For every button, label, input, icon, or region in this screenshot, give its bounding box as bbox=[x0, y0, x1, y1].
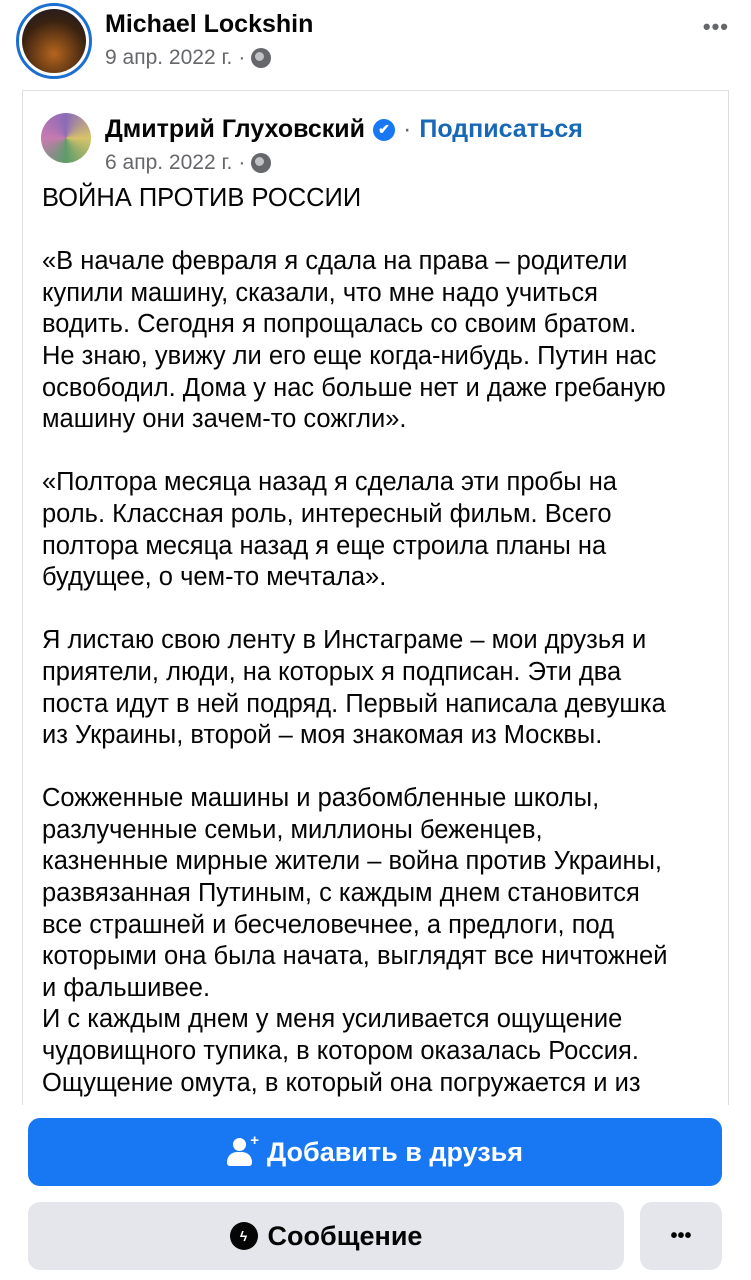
text-line: водить. Сегодня я попрощалась со своим братом. bbox=[42, 310, 637, 339]
text-line: машину они зачем-то сожгли». bbox=[42, 405, 407, 434]
text-line: приятели, люди, на которых я подписан. Эти два bbox=[42, 657, 622, 686]
text-line: и фальшивее. bbox=[42, 973, 211, 1002]
text-line: роль. Классная роль, интересный фильм. Всего bbox=[42, 499, 612, 528]
message-label: Сообщение bbox=[267, 1220, 423, 1251]
separator: · bbox=[403, 115, 412, 143]
add-friend-button[interactable] bbox=[28, 1118, 722, 1186]
shared-post-text bbox=[42, 183, 667, 1105]
separator: · bbox=[238, 151, 246, 174]
globe-icon bbox=[251, 48, 271, 68]
text-line: купили машину, сказали, что мне надо учиться bbox=[42, 278, 598, 307]
text-line: казненные мирные жители – война против Украины, bbox=[42, 847, 662, 876]
text-line: «Полтора месяца назад я сделала эти пробы на bbox=[42, 468, 617, 497]
post-more-icon[interactable]: ••• bbox=[702, 14, 729, 39]
post-date[interactable]: 9 апр. 2022 г. bbox=[105, 46, 233, 69]
more-options-button[interactable]: ••• bbox=[640, 1202, 722, 1270]
text-line: Не знаю, увижу ли его еще когда-нибудь. Путин нас bbox=[42, 341, 657, 370]
text-line: которыми она была начата, выглядят все ничтожней bbox=[42, 942, 668, 971]
add-friend-label: Добавить в друзья bbox=[266, 1136, 524, 1167]
globe-icon bbox=[251, 153, 271, 173]
text-line: поста идут в ней подряд. Первый написала девушка bbox=[42, 689, 666, 718]
text-line: полтора месяца назад я еще строила планы на bbox=[42, 531, 607, 560]
post-title: ВОЙНА ПРОТИВ РОССИИ bbox=[42, 184, 362, 212]
paragraph bbox=[42, 625, 667, 751]
messenger-icon: ϟ bbox=[230, 1222, 258, 1250]
text-line: освободил. Дома у нас больше нет и даже гребаную bbox=[42, 373, 666, 402]
text-line: чудовищного тупика, в котором оказалась Россия. bbox=[42, 1037, 639, 1066]
message-button[interactable] bbox=[28, 1202, 624, 1270]
add-person-icon: + bbox=[227, 1138, 257, 1166]
shared-meta bbox=[105, 151, 271, 175]
paragraph bbox=[42, 783, 667, 1099]
shared-author-name[interactable]: Дмитрий Глуховский bbox=[105, 115, 366, 143]
text-line: Сожженные машины и разбомбленные школы, bbox=[42, 784, 600, 813]
post-meta bbox=[105, 46, 271, 70]
text-line: разлученные семьи, миллионы беженцев, bbox=[42, 815, 543, 844]
shared-post-card bbox=[22, 90, 729, 1105]
verified-badge-icon: ✔ bbox=[373, 119, 395, 141]
paragraph bbox=[42, 467, 667, 593]
subscribe-link[interactable]: Подписаться bbox=[419, 115, 583, 143]
post-author-name[interactable]: Michael Lockshin bbox=[105, 10, 314, 38]
shared-date[interactable]: 6 апр. 2022 г. bbox=[105, 151, 233, 174]
paragraph bbox=[42, 246, 667, 436]
text-line: из Украины, второй – моя знакомая из Москвы. bbox=[42, 721, 603, 750]
separator: · bbox=[238, 46, 246, 69]
shared-author-row bbox=[105, 115, 583, 144]
text-line: Я листаю свою ленту в Инстаграме – мои друзья и bbox=[42, 626, 647, 655]
text-line: все страшней и бесчеловечнее, а предлоги, под bbox=[42, 910, 615, 939]
text-line: И с каждым днем у меня усиливается ощущение bbox=[42, 1005, 623, 1034]
text-line: развязанная Путиным, с каждым днем становится bbox=[42, 879, 640, 908]
profile-avatar[interactable] bbox=[16, 3, 92, 79]
shared-author-avatar[interactable] bbox=[41, 113, 91, 163]
text-line: «В начале февраля я сдала на права – родители bbox=[42, 247, 628, 276]
text-line: будущее, о чем-то мечтала». bbox=[42, 563, 387, 592]
text-line: Ощущение омута, в который она погружается и из bbox=[42, 1068, 641, 1097]
